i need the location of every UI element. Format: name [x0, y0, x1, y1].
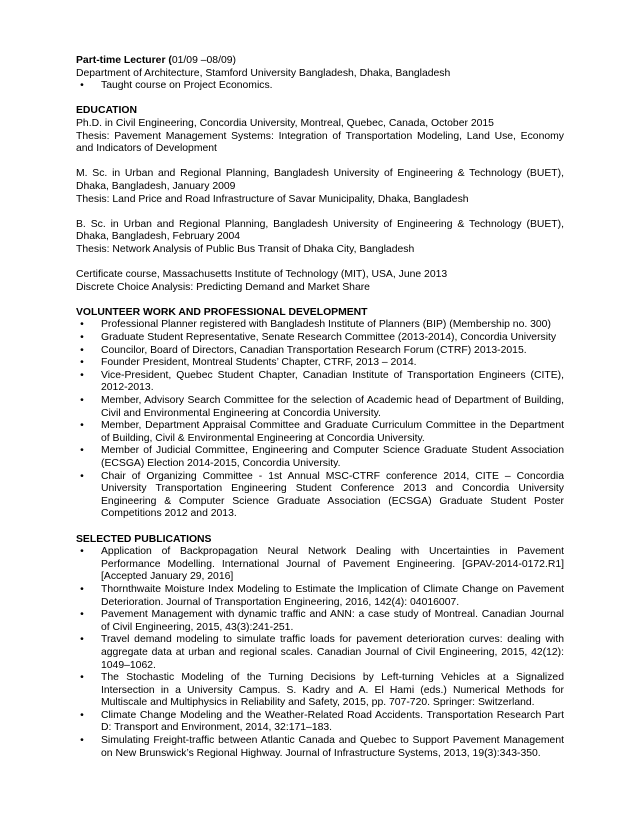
list-item: • Vice-President, Quebec Student Chapter, Canadian Institute of Transportation Engineers (CITE), 2012-2013. [76, 370, 564, 395]
certificate-course: Certificate course, Massachusetts Institute of Technology (MIT), USA, June 2013 [76, 269, 448, 281]
list-item: • Professional Planner registered with Bangladesh Institute of Planners (BIP) (Membership no. 300) [76, 319, 564, 332]
list-item: • Member of Judicial Committee, Engineering and Computer Science Graduate Student Association (ECSGA) Election 2014-2015, Concordia University. [76, 445, 564, 470]
list-item: • Travel demand modeling to simulate traffic loads for pavement deterioration curves: dealing with aggregate data at urban and regional scales. Canadian Journal of Civil Engineering, 2015, 42(12): 1049–1062. [76, 634, 564, 672]
list-item: • Graduate Student Representative, Senate Research Committee (2013-2014), Concordia University [76, 332, 564, 345]
job-title [76, 55, 564, 68]
msc-degree: M. Sc. in Urban and Regional Planning, Bangladesh University of Engineering & Technology (BUET), Dhaka, Bangladesh, January 2009 [76, 168, 564, 192]
list-item: • Member, Advisory Search Committee for the selection of Academic head of Department of Building, Civil and Environmental Engineering at Concordia University. [76, 395, 564, 420]
bullet-icon: • [80, 332, 84, 344]
list-item: • Member, Department Appraisal Committee and Graduate Curriculum Committee in the Department of Building, Civil & Environmental Engineering at Concordia University. [76, 420, 564, 445]
bullet-icon: • [80, 420, 84, 432]
bsc-degree: B. Sc. in Urban and Regional Planning, Bangladesh University of Engineering & Technology (BUET), Dhaka, Bangladesh, February 2004 [76, 218, 564, 243]
list-item: • The Stochastic Modeling of the Turning Decisions by Left-turning Vehicles at a Signalized Intersection in a University Campus. S. Kadry and A. El Hami (eds.) Numerical Methods for Multiscale and Multiphysics in Reliability and Safety, 2015, pp. 707-720. Springer: Switzerland. [76, 672, 564, 710]
publications-list [76, 546, 564, 760]
list-item: • Climate Change Modeling and the Weather-Related Road Accidents. Transportation Research Part D: Transport and Environment, 2014, 32:171–183. [76, 710, 564, 735]
job-title-dates: 01/09 –08/09) [171, 55, 236, 66]
job-bullets [76, 80, 564, 93]
education-heading: EDUCATION [76, 105, 137, 117]
cv-page [76, 55, 564, 760]
volunteer-list [76, 319, 564, 521]
list-item: • Application of Backpropagation Neural Network Dealing with Uncertainties in Pavement Performance Modelling. International Journal of Pavement Engineering. [GPAV-2014-0172.R1] [Accepted January 29, 2016] [76, 546, 564, 584]
bullet-icon: • [80, 583, 84, 595]
bsc-thesis: Thesis: Network Analysis of Public Bus Transit of Dhaka City, Bangladesh [76, 243, 415, 255]
volunteer-heading: VOLUNTEER WORK AND PROFESSIONAL DEVELOPMENT [76, 306, 368, 318]
list-item: • Councilor, Board of Directors, Canadian Transportation Research Forum (CTRF) 2013-2015. [76, 345, 564, 358]
job-title-bold: Part-time Lecturer ( [76, 55, 172, 66]
list-item: • Founder President, Montreal Students’ Chapter, CTRF, 2013 – 2014. [76, 357, 564, 370]
bullet-icon: • [80, 672, 84, 684]
bullet-icon: • [80, 445, 84, 457]
publications-heading: SELECTED PUBLICATIONS [76, 533, 212, 545]
list-item: • Simulating Freight-traffic between Atlantic Canada and Quebec to Support Pavement Management on New Brunswick’s Regional Highway. Journal of Infrastructure Systems, 2013, 19(3):343-350. [76, 735, 564, 760]
bullet-icon: • [80, 357, 84, 369]
bullet-icon: • [80, 319, 84, 331]
msc-thesis: Thesis: Land Price and Road Infrastructure of Savar Municipality, Dhaka, Bangladesh [76, 193, 469, 205]
bullet-icon: • [80, 344, 84, 356]
list-item: • Pavement Management with dynamic traffic and ANN: a case study of Montreal. Canadian Journal of Civil Engineering, 2015, 43(3):241-251. [76, 609, 564, 634]
bullet-icon: • [80, 709, 84, 721]
bullet-icon: • [80, 546, 84, 558]
bullet-icon: • [80, 735, 84, 747]
bullet-icon: • [80, 634, 84, 646]
list-item: • Taught course on Project Economics. [76, 80, 564, 93]
list-item: • Chair of Organizing Committee - 1st Annual MSC-CTRF conference 2014, CITE – Concordia University Transportation Engineering Student Conference 2013 and Concordia University Engineering & Computer Science Graduate Association (ECSGA) Graduate Student Poster Competitions 2012 and 2013. [76, 471, 564, 521]
certificate-title: Discrete Choice Analysis: Predicting Demand and Market Share [76, 281, 370, 293]
bullet-icon: • [80, 609, 84, 621]
phd-thesis: Thesis: Pavement Management Systems: Integration of Transportation Modeling, Land Use, Economy and Indicators of Development [76, 130, 564, 155]
list-item: • Thornthwaite Moisture Index Modeling to Estimate the Implication of Climate Change on Pavement Deterioration. Journal of Transportation Engineering, 2016, 142(4): 04016007. [76, 584, 564, 609]
job-department: Department of Architecture, Stamford University Bangladesh, Dhaka, Bangladesh [76, 67, 451, 79]
phd-degree: Ph.D. in Civil Engineering, Concordia University, Montreal, Quebec, Canada, October 2015 [76, 117, 494, 129]
bullet-icon: • [80, 395, 84, 407]
bullet-icon: • [80, 369, 84, 381]
bullet-icon: • [80, 470, 84, 482]
bullet-icon: • [80, 80, 84, 92]
